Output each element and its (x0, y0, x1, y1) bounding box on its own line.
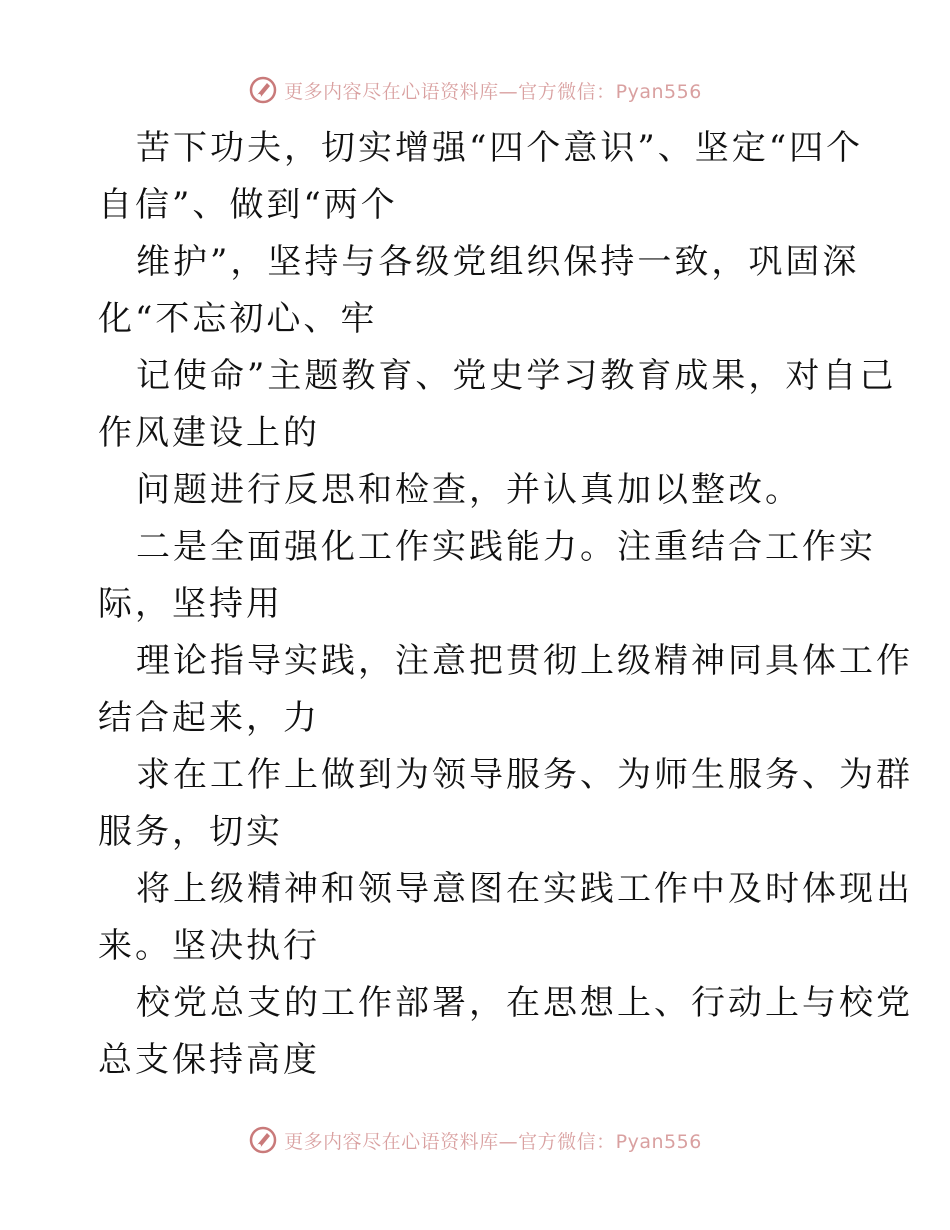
body-line: 将上级精神和领导意图在实践工作中及时体现出 (136, 869, 913, 909)
body-line: 求在工作上做到为领导服务、为师生服务、为群 (136, 755, 913, 795)
body-line: 苦下功夫，切实增强“四个意识”、坚定“四个 (136, 128, 864, 168)
pen-nib-logo-icon (248, 1125, 278, 1155)
body-line: 来。坚决执行 (98, 926, 320, 966)
document-body (98, 120, 913, 1089)
body-line: 维护”，坚持与各级党组织保持一致，巩固深 (136, 242, 860, 282)
body-line: 问题进行反思和检查，并认真加以整改。 (136, 470, 802, 510)
footer-banner-text: 更多内容尽在心语资料库—官方微信：Pyan556 (284, 1130, 702, 1153)
body-line: 二是全面强化工作实践能力。注重结合工作实 (136, 527, 876, 567)
footer-banner (0, 1120, 950, 1160)
body-line: 记使命”主题教育、党史学习教育成果，对自己 (136, 356, 897, 396)
body-line: 作风建设上的 (98, 413, 320, 453)
body-line: 自信”、做到“两个 (98, 185, 398, 225)
pen-nib-logo-icon (248, 75, 278, 105)
header-banner-text: 更多内容尽在心语资料库—官方微信：Pyan556 (284, 80, 702, 103)
body-line: 化“不忘初心、牢 (98, 299, 378, 339)
body-line: 服务，切实 (98, 812, 283, 852)
body-line: 校党总支的工作部署，在思想上、行动上与校党 (136, 983, 913, 1023)
body-line: 总支保持高度 (98, 1040, 320, 1080)
header-banner (0, 70, 950, 110)
body-line: 理论指导实践，注意把贯彻上级精神同具体工作 (136, 641, 913, 681)
body-line: 际，坚持用 (98, 584, 283, 624)
body-line: 结合起来，力 (98, 698, 320, 738)
